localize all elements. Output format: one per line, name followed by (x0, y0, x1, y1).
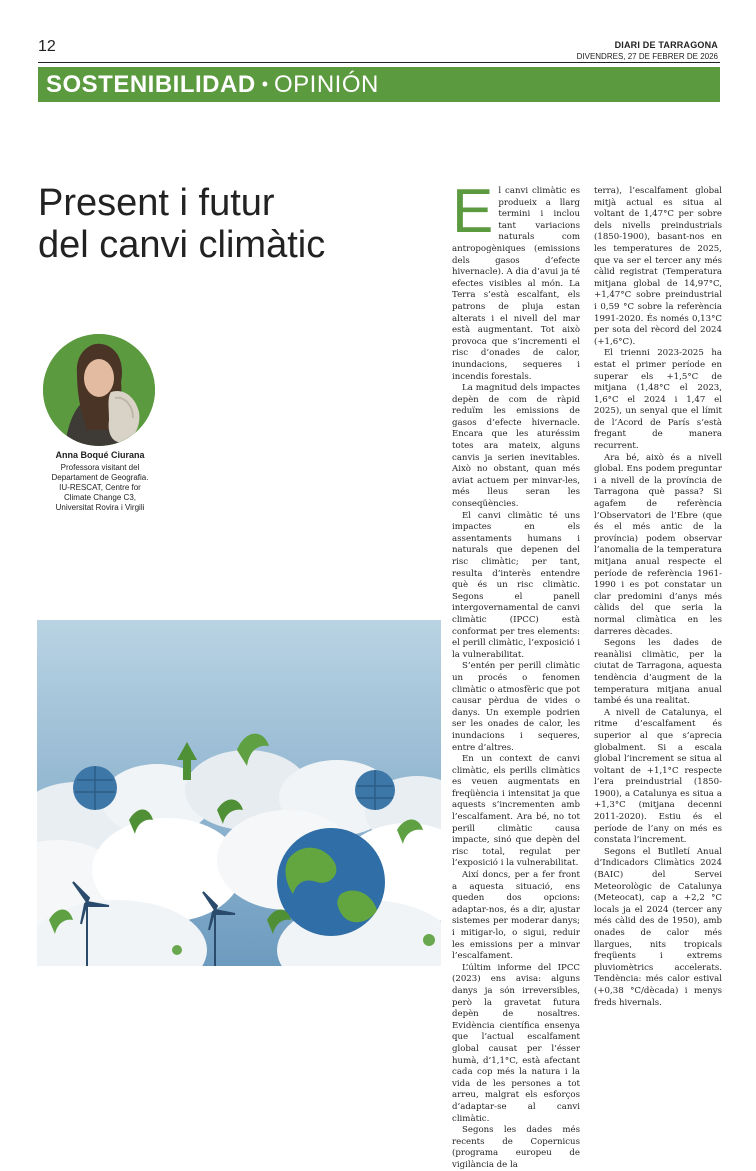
article-paragraph: L’últim informe del IPCC (2023) ens avisa: alguns danys ja són irreversibles, però la gravetat futura depèn de nosaltres. Evidència científica ensenya que l’actual escalfament global causat per l’ésser humà, d’1,1°C, està afectant cada cop més la natura i la vida de les persones a tot arreu, malgrat els esforços d’adaptar-se al canvi climàtic. (452, 962, 580, 1124)
article-paragraph: terra), l’escalfament global mitjà actual es situa al voltant de 1,47°C per sobre dels nivells preindustrials (1850-1900), basant-nos en les temperatures de 2025, que va ser el tercer any més càlid registrat (Temperatura mitjana global de 14,97°C, +1,47°C sobre preindustrial i 0,59 °C sobre la referència 1991-2020. És només 0,13°C per sota del rècord del 2024 (+1,6°C). (594, 186, 722, 347)
author-role-line: Professora visitant del (60, 463, 140, 472)
issue-date: DIVENDRES, 27 DE FEBRER DE 2026 (576, 52, 718, 61)
author-role-line: Departament de Geografia. (51, 473, 149, 482)
climate-illustration (37, 620, 441, 966)
section-separator: • (261, 74, 268, 94)
newspaper-name: DIARI DE TARRAGONA (614, 40, 718, 50)
section-category: OPINIÓN (274, 70, 379, 98)
article-paragraph: La magnitud dels impactes depèn de com de ràpid reduïm les emissions de gasos d’efecte hivernacle. Encara que les aturéssim totes ara mateix, alguns canvis ja serien inevitables. Això no obstant, quan més aviat actuem per minvar-les, més lleus seran les conseqüències. (452, 383, 580, 510)
author-affiliation (38, 463, 162, 513)
article-paragraph: El trienni 2023-2025 ha estat el primer període en superar els +1,5°C de mitjana (1,48°C el 2023, 1,6°C el 2024 i 1,47 el 2025), un senyal que el límit de l’Acord de París s’està fregant de manera recurrent. (594, 348, 722, 452)
article-paragraph: A nivell de Catalunya, el ritme d’escalfament és superior al que s’aprecia globalment. Si a escala global l’increment se situa al voltant de +1,1°C respecte l’era preindustrial (1850-1900), a Catalunya es situa a +1,3°C (mitjana decenni 2011-2020). Estiu és el període de l’any on més es constata l’increment. (594, 707, 722, 846)
article-paragraph: Segons les dades de reanàlisi climàtic, per la ciutat de Tarragona, aquesta tendència d’augment de la temperatura mitjana anual també és una realitat. (594, 638, 722, 707)
author-name: Anna Boqué Ciurana (55, 450, 145, 460)
article-paragraph: Segons el Butlletí Anual d’Indicadors Climàtics 2024 (BAIC) del Servei Meteorològic de Catalunya (Meteocat), cap a +2,2 °C locals ja el 2024 (tercer any més càlid des de 1950), amb onades de calor més llargues, nits tropicals freqüents i extrems pluviomètrics accelerats. Tendència: més calor estival (+0,38 °C/dècada) i menys freds hivernals. (594, 846, 722, 1008)
headline-line-1: Present i futur (38, 182, 275, 224)
header-rule (38, 62, 720, 63)
drop-cap: E (452, 177, 494, 246)
headline-line-2: del canvi climàtic (38, 224, 326, 266)
masthead (577, 40, 718, 61)
article-headline (38, 182, 438, 266)
article-paragraph: Així doncs, per a fer front a aquesta situació, ens queden dos opcions: adaptar-nos, és a dir, ajustar sistemes per moderar danys; i mitigar-lo, o sigui, reduir les emissions per a minvar l’escalfament. (452, 870, 580, 962)
article-column-1 (452, 177, 580, 1171)
author-box (38, 450, 162, 513)
author-photo (43, 334, 155, 446)
article-paragraph: l canvi climàtic es produeix a llarg termini i inclou tant variacions naturals com antropogèniques (emissions dels gasos d’efecte hivernacle). A dia d’avui ja té efectes visibles al món. La Terra s’està escalfant, els patrons de pluja estan alterats i el nivell del mar està augmentant. Tot això provoca que s’incrementi el risc d’onades de calor, inundacions, sequeres i incendis forestals. (452, 186, 580, 382)
author-role-line: Universitat Rovira i Virgili (55, 503, 145, 512)
article-paragraph: Segons les dades més recents de Copernicus (programa europeu de vigilància de la (452, 1125, 580, 1170)
author-role-line: Climate Change C3, (63, 493, 137, 502)
author-role-line: IU-RESCAT, Centre for (59, 483, 141, 492)
article-paragraph: En un context de canvi climàtic, els perills climàtics es veuen augmentats en freqüència i intensitat ja que aquests s’incrementen amb l’escalfament. Ara bé, no tot perill climàtic causa impacte, sinó que depèn del risc total, regulat per l’exposició i la vulnerabilitat. (452, 754, 580, 869)
article-paragraph: S’entén per perill climàtic un procés o fenomen climàtic o atmosfèric que pot causar pèrdua de vides o danys. Un exemple podrien ser les onades de calor, les inundacions i sequeres, entre d’altres. (452, 661, 580, 753)
section-name: SOSTENIBILIDAD (46, 70, 256, 98)
section-banner (38, 67, 720, 102)
author-portrait (43, 334, 155, 446)
paper-cut-earth-illustration (37, 620, 441, 966)
article-column-2 (594, 186, 722, 1009)
article-paragraph: El canvi climàtic té uns impactes en els assentaments humans i naturals que depenen del risc climàtic; per tant, resulta d’interès entendre què és un risc climàtic. Segons el panell intergovernamental de canvi climàtic (IPCC) està conformat per tres elements: el perill climàtic, l’exposició i la vulnerabilitat. (452, 510, 580, 660)
article-paragraph: Ara bé, això és a nivell global. Ens podem preguntar i a nivell de la província de Tarragona què passa? Si agafem de referència l’Observatori de l’Ebre (que és el més antic de la província) podem observar l’anomalia de la temperatura mitjana anual respecte el període de referència 1961-1990 i es pot constatar un clar predomini d’anys més càlids del que seria la normal climàtica en les darreres dècades. (594, 452, 722, 637)
page-number: 12 (38, 38, 56, 55)
